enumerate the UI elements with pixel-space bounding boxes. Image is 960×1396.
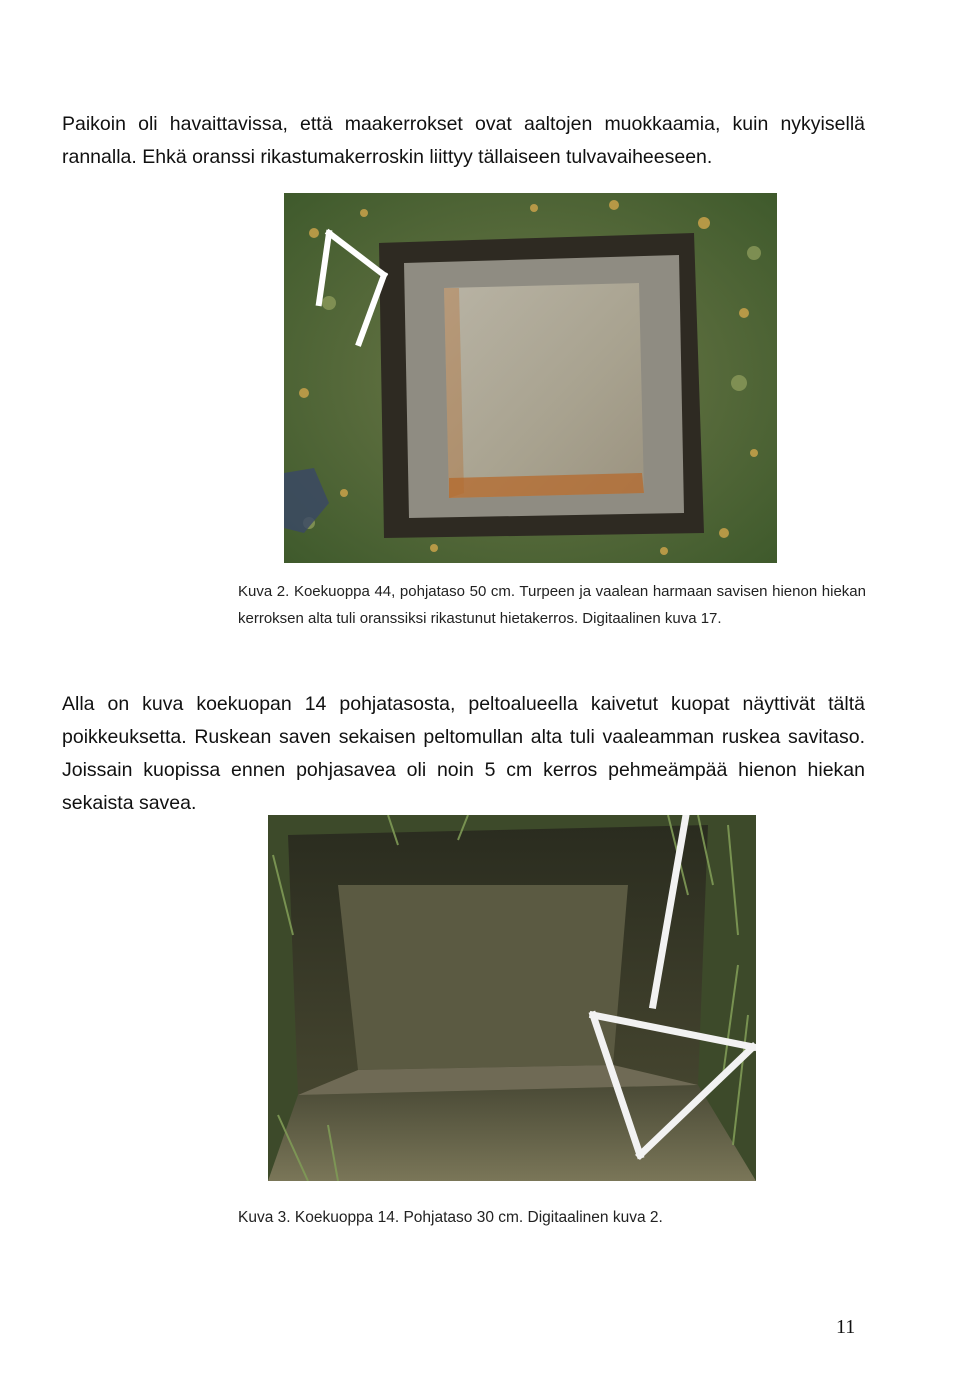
test-pit-44-image (284, 193, 777, 563)
figure-2-caption: Kuva 3. Koekuoppa 14. Pohjataso 30 cm. Digitaalinen kuva 2. (238, 1209, 663, 1226)
page-number: 11 (836, 1316, 856, 1338)
test-pit-14-photo (268, 815, 756, 1181)
body-paragraph-1: Paikoin oli havaittavissa, että maakerrokset ovat aaltojen muokkaamia, kuin nykyisellä rannalla. Ehkä oranssi rikastumakerroskin liittyy tällaiseen tulvavaiheeseen. (62, 113, 865, 168)
figure-1-caption: Kuva 2. Koekuoppa 44, pohjataso 50 cm. Turpeen ja vaalean harmaan savisen hienon hiekan kerroksen alta tuli oranssiksi rikastunut hietakerros. Digitaalinen kuva 17. (238, 583, 866, 627)
body-paragraph-2: Alla on kuva koekuopan 14 pohjatasosta, peltoalueella kaivetut kuopat näyttivät tältä poikkeuksetta. Ruskean saven sekaisen peltomullan alta tuli vaaleamman ruskea savitaso. Joissain kuopissa ennen pohjasavea oli noin 5 cm kerros pehmeämpää hienon hiekan sekaista savea. (62, 693, 865, 814)
test-pit-14-image (268, 815, 756, 1181)
test-pit-44-photo (284, 193, 777, 563)
